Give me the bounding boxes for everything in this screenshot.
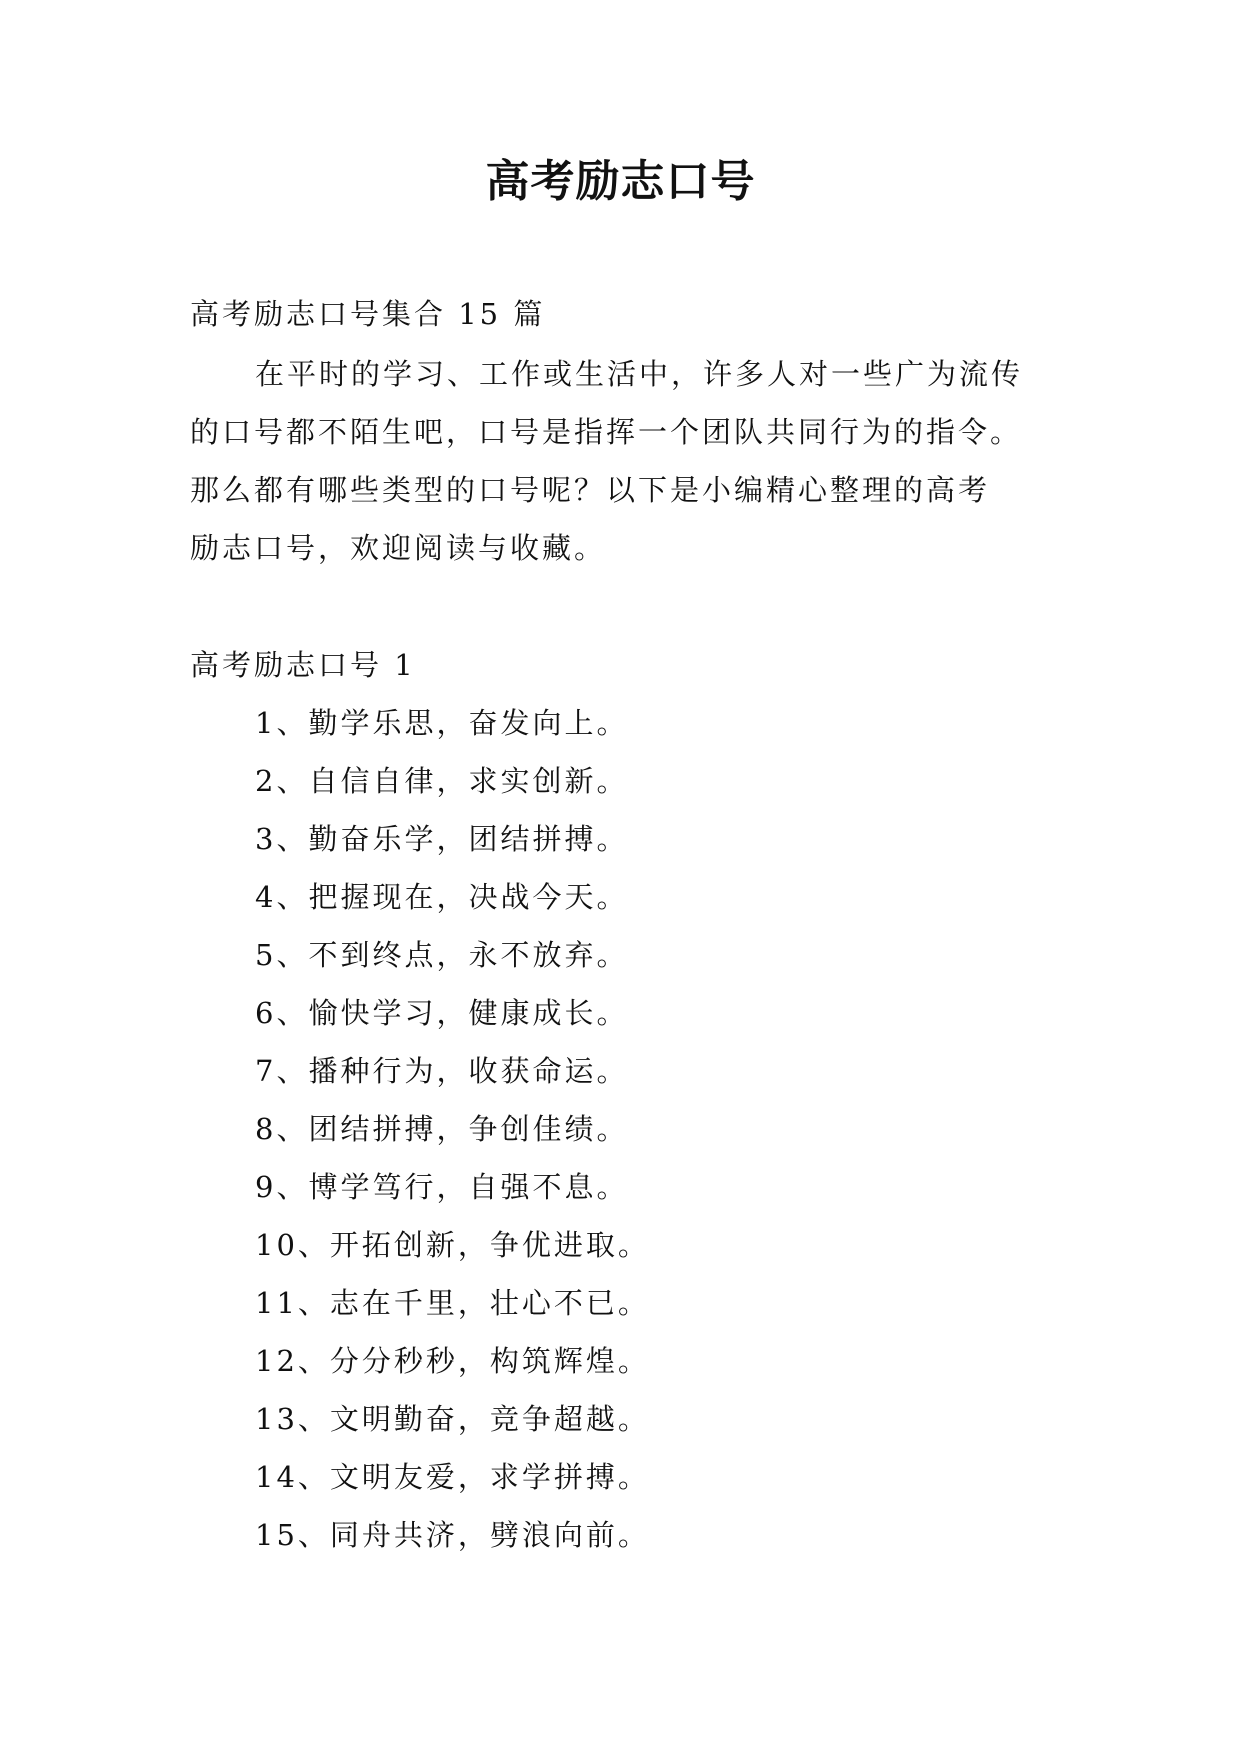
slogan-item: 11、志在千里，壮心不已。 — [255, 1286, 650, 1320]
slogan-item: 13、文明勤奋，竞争超越。 — [255, 1402, 650, 1436]
slogan-item: 4、把握现在，决战今天。 — [255, 880, 629, 914]
intro-line: 那么都有哪些类型的口号呢？以下是小编精心整理的高考 — [190, 473, 991, 507]
slogan-item: 10、开拓创新，争优进取。 — [255, 1228, 650, 1262]
intro-line: 励志口号，欢迎阅读与收藏。 — [190, 531, 607, 565]
intro-line: 在平时的学习、工作或生活中，许多人对一些广为流传 — [255, 357, 1024, 391]
intro-line: 的口号都不陌生吧，口号是指挥一个团队共同行为的指令。 — [190, 415, 1023, 449]
slogan-item: 5、不到终点，永不放弃。 — [255, 938, 629, 972]
slogan-item: 6、愉快学习，健康成长。 — [255, 996, 629, 1030]
slogan-item: 14、文明友爱，求学拼搏。 — [255, 1460, 650, 1494]
document-title: 高考励志口号 — [485, 156, 756, 207]
collection-subtitle: 高考励志口号集合 15 篇 — [190, 297, 546, 331]
slogan-item: 8、团结拼搏，争创佳绩。 — [255, 1112, 629, 1146]
slogan-item: 1、勤学乐思，奋发向上。 — [255, 706, 629, 740]
slogan-item: 9、博学笃行，自强不息。 — [255, 1170, 629, 1204]
slogan-item: 3、勤奋乐学，团结拼搏。 — [255, 822, 629, 856]
slogan-item: 15、同舟共济，劈浪向前。 — [255, 1518, 650, 1552]
slogan-item: 12、分分秒秒，构筑辉煌。 — [255, 1344, 650, 1378]
section-title: 高考励志口号 1 — [190, 648, 416, 682]
slogan-item: 2、自信自律，求实创新。 — [255, 764, 629, 798]
slogan-item: 7、播种行为，收获命运。 — [255, 1054, 629, 1088]
